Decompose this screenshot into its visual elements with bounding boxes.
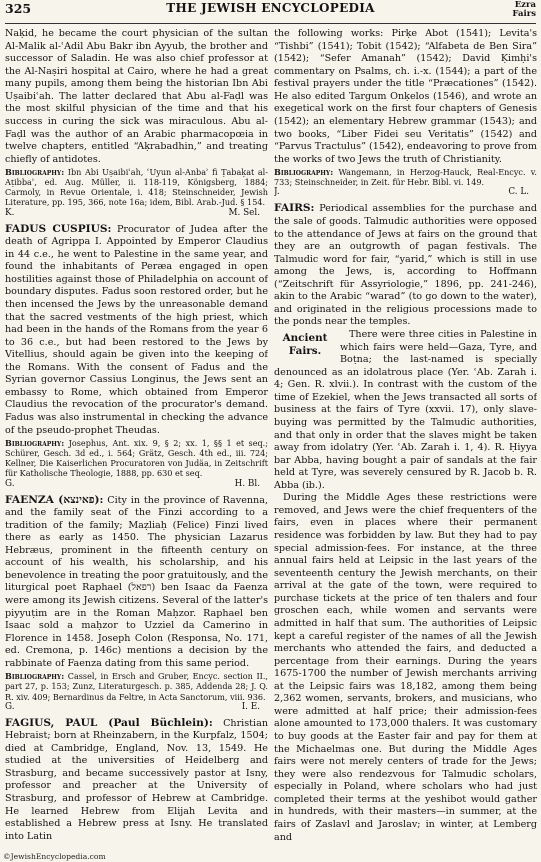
bibliography: Bibliography: Ibn Abi Uṣaibiʿah, ʿUyun al-Anbaʾ fi Ṭabaḳat al-Aṭibbaʾ, ed. Aug. Müller, ii. 118-119, Königsberg, 1884; Carmoly, in Revue Orientale, i. 418; Steinschneider, Jewish Literature, pp. 195, 366, note 16a; idem, Bibl. Arab.-Jud. § 154. <box>5 167 268 208</box>
left-column <box>5 28 268 854</box>
article-fagius-paul: FAGIUS, PAUL (Paul Büchlein): Christian Hebraist; born at Rheinzabern, in the Kurpfalz, 1504; died at Cambridge, England, Nov. 13, 1549. He studied at the universities of Heidelberg and Strasburg, and became successively pastor at Isny, professor and preacher at the University of Strasburg, and professor of Hebrew at Cambridge. He learned Hebrew from Elijah Levita and established a Hebrew press at Isny. He translated into Latin <box>5 716 268 842</box>
article-continuation: Naḳid, he became the court physician of the sultan Al-Malik al-ʿAdil Abu Bakr ibn Ayyub, the brother and successor of Saladin. He was also chief professor at the Al-Naṣiri hospital at Cairo, where he had a great many pupils, among them being the historian Ibn Abi Uṣaibiʿah. The latter declared that Abu al-Faḍl was the most skilful physician of the time and that his success in curing the sick was miraculous. Abu al-Faḍl was the author of an Arabic pharmacopœia in twelve chapters, entitled “Aḳrabadhin,” and treating chiefly of antidotes. <box>5 28 268 165</box>
paragraph: There were three cities in Palestine in which fairs were held—Gaza, Tyre, and Boṭna; the last-named is specially denounced as an idolatrous place (Yer. ʿAb. Zarah i. 4; Gen. R. xlvii.). In contrast with the custom of the time of Ezekiel, when the Jews transacted all sorts of business at the fairs of Tyre (xxvii. 17), only slave-buying was permitted by the Talmudic authorities, and that only in order that the slaves might be taken away from idolatry (Yer. ʿAb. Zarah i. 1, 4). R. Ḥiyya bar Abba, having bought a pair of sandals at the fair held at Tyre, was severely censured by R. Jacob b. R. Abba (ib.). <box>274 329 537 491</box>
article-fairs: FAIRS: Periodical assemblies for the purchase and the sale of goods. Talmudic authorities were opposed to the attendance of Jews at fairs on the ground that they are an outgrowth of pagan festivals. The Talmudic word for fair, “yarid,” which is still in use among the Jews, is, according to Hoffmann (“Zeitschrift für Assyriologie,” 1896, pp. 241-246), akin to the Arabic “warad” (to go down to the water), and originated in the religious processions made to the ponds near the temples. <box>274 202 537 328</box>
entry-heading: FADUS CUSPIUS: <box>5 222 112 235</box>
side-note: Ancient Fairs. <box>282 332 328 357</box>
article-continuation: the following works: Pirḳe Abot (1541); Levita's “Tishbi” (1541); Tobit (1542); “Alfabeta de Ben Sira” (1542); “Sefer Amanah” (1542); David Ḳimḥi's commentary on Psalms, ch. i.-x. (1544); a part of the festival prayers under the title “Præcationes” (1542). He also edited Targum Onḳelos (1546), and wrote an exegetical work on the first four chapters of Genesis (1542); an elementary Hebrew grammar (1543); and two books, “Liber Fidei seu Veritatis” (1542) and “Parvus Tractulus” (1542), endeavoring to prove from the works of two Jews the truth of Christianity. <box>274 28 537 165</box>
catchword-last: Fairs <box>512 9 536 19</box>
bibliography: Bibliography: Cassel, in Ersch and Gruber, Encyc. section II., part 27, p. 153; Zunz, Literaturgesch. p. 385, Addenda 28; J. Q. R. xiv. 409; Bernardinus da Feltre, in Acta Sanctorum, viii. 936. <box>5 671 268 702</box>
entry-heading: FAGIUS, PAUL (Paul Büchlein): <box>5 716 213 729</box>
entry-heading: FAENZA (פאינצא): <box>5 493 104 506</box>
catchwords <box>512 1 536 19</box>
signature: K. M. Sel. <box>5 207 260 218</box>
entry-heading: FAIRS: <box>274 202 315 215</box>
article-fadus-cuspius: FADUS CUSPIUS: Procurator of Judea after the death of Agrippa I. Appointed by Emperor Claudius in 44 c.e., he went to Palestine in the same year, and found the inhabitants of Peræa engaged in open hostilities against those of Philadelphia on account of boundary disputes. Fadus soon restored order, but he then incensed the Jews by the unreasonable demand that the sacred vestments of the high priest, which had been in the hands of the Romans from the year 6 to 36 c.e., but had been restored to the Jews by Vitellius, should again be given into the keeping of the Romans. With the consent of Fadus and the Syrian governor Cassius Longinus, the Jews sent an embassy to Rome, which obtained from Emperor Claudius the revocation of the procurator's demand. Fadus was also instrumental in checking the advance of the pseudo-prophet Theudas. <box>5 222 268 436</box>
right-column <box>274 28 537 854</box>
article-faenza: FAENZA (פאינצא): City in the province of Ravenna, and the family seat of the Finzi according to a tradition of the family; Maẓliaḥ (Felice) Finzi lived there as early as 1450. The physician Lazarus Hebræus, prominent in the fifteenth century on account of his wealth, his scholarship, and his benevolence in treating the poor gratuitously, and the liturgical poet Raphael (רפאל) ben Isaac da Faenza were among its Jewish citizens. Several of the latter's piyyuṭim are in the Roman Maḥzor. Raphael ben Isaac sold a maḥzor to Uzziel da Camerino in Florence in 1458. Joseph Colon (Responsa, No. 171, ed. Cremona, p. 146c) mentions a decision by the rabbinate of Faenza dating from this same period. <box>5 493 268 669</box>
page-header <box>0 0 541 26</box>
bibliography: Bibliography: Wangemann, in Herzog-Hauck, Real-Encyc. v. 733; Steinschneider, in Zeit. für Hebr. Bibl. vi. 149. <box>274 167 537 188</box>
signature: J. C. L. <box>274 187 529 198</box>
header-rule <box>5 23 536 24</box>
bibliography: Bibliography: Josephus, Ant. xix. 9, § 2; xx. 1, §§ 1 et seq.; Schürer, Gesch. 3d ed., i. 564; Grätz, Gesch. 4th ed., iii. 724; Kellner, Die Kaiserlichen Procuratoren von Judäa, in Zeitschrift für Katholische Theologie, 1888, pp. 630 et seq. <box>5 438 268 479</box>
running-title: THE JEWISH ENCYCLOPEDIA <box>166 1 375 15</box>
signature: G. H. Bl. <box>5 478 260 489</box>
signature: G. I. E. <box>5 701 260 712</box>
watermark: ©JewishEncyclopedia.com <box>3 852 106 861</box>
paragraph: During the Middle Ages these restrictions were removed, and Jews were the chief frequenters of the fairs, even in places where their permanent residence was forbidden by law. But they had to pay special admission-fees. For instance, at the three annual fairs held at Leipsic in the last years of the seventeenth century the Jewish merchants, on their arrival at the gate of the town, were required to purchase tickets at the price of ten thalers and four groschen each, while women and servants were admitted in half that sum. The authorities of Leipsic kept a careful register of the names of all the Jewish merchants who attended the fairs, and deducted a percentage from their earnings. During the years 1675-1700 the number of Jewish merchants arriving at the Leipsic fairs was 18,182, among them being 2,362 women, servants, brokers, and musicians, who were admitted at half price; their admission-fees alone amounted to 173,000 thalers. It was customary to buy goods at the Easter fair and pay for them at the Michaelmas one. But during the Middle Ages fairs were not merely centers of trade for the Jews; they were also rendezvous for Talmudic scholars, especially in Poland, where scholars who had just completed their terms at the yeshibot would gather in hundreds, with their masters—in summer, at the fairs of Zaslavl and Jaroslav; in winter, at Lemberg and <box>274 492 537 843</box>
page-number: 325 <box>5 1 32 16</box>
catchword-first: Ezra <box>514 0 536 10</box>
